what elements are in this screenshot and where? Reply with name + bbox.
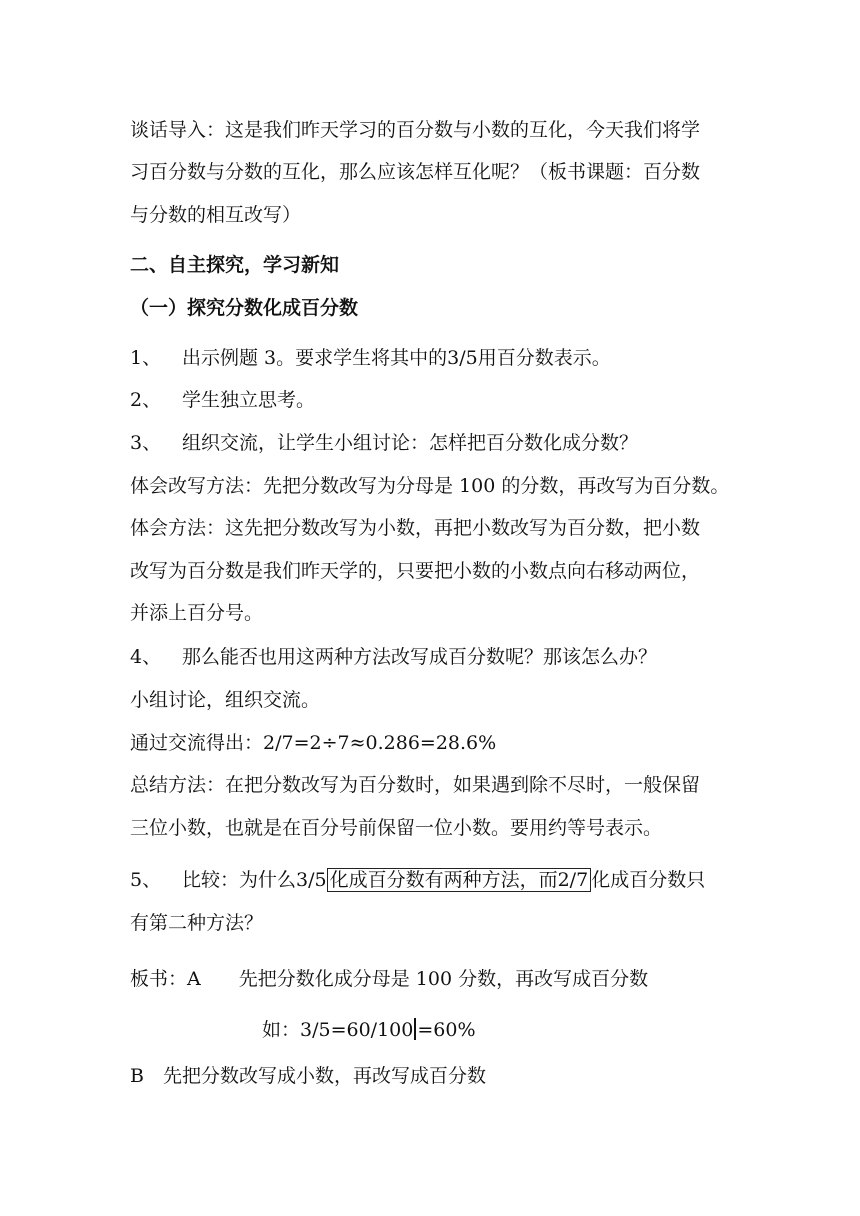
list-text: 那么能否也用这两种方法改写成百分数呢？那该怎么办？ (182, 646, 658, 668)
paragraph-line: 体会方法：这先把分数改写为小数，再把小数改写为百分数，把小数 (130, 517, 701, 539)
list-number: 4、 (130, 646, 162, 668)
boxed-text: 化成百分数有两种方法，而2/7 (327, 868, 592, 892)
list-number: 5、 (130, 869, 162, 891)
paragraph-line: 小组讨论，组织交流。 (130, 689, 321, 711)
paragraph-line: 总结方法：在把分数改写为百分数时，如果遇到除不尽时，一般保留 (130, 774, 701, 796)
board-example (262, 1018, 476, 1042)
list-text: 比较：为什么3/5 (182, 869, 327, 891)
intro-line-2: 习百分数与分数的互化，那么应该怎样互化呢？（板书课题：百分数 (130, 161, 701, 183)
example-text: =60% (417, 1019, 476, 1041)
paragraph-line: 体会改写方法：先把分数改写为分母是 100 的分数，再改写为百分数。 (130, 475, 730, 497)
example-text: 如：3/5=60/100 (262, 1019, 414, 1041)
paragraph-line: 通过交流得出：2/7=2÷7≈0.286=28.6% (130, 732, 497, 754)
list-item-2 (130, 388, 315, 412)
paragraph-line: 改写为百分数是我们昨天学的，只要把小数的小数点向右移动两位， (130, 560, 701, 582)
list-item-3 (130, 431, 638, 455)
list-text: 化成百分数只 (591, 869, 706, 891)
board-label: 板书：A (130, 968, 201, 990)
list-item-1 (130, 346, 611, 370)
list-text: 组织交流，让学生小组讨论：怎样把百分数化成分数？ (182, 432, 639, 454)
list-number: 3、 (130, 432, 162, 454)
board-line-b: B 先把分数改写成小数，再改写成百分数 (130, 1065, 486, 1087)
list-item-5 (130, 868, 705, 892)
paragraph-line: 并添上百分号。 (130, 602, 264, 624)
list-number: 2、 (130, 389, 162, 411)
list-text: 学生独立思考。 (182, 389, 316, 411)
list-text: 出示例题 3。要求学生将其中的3/5用百分数表示。 (182, 347, 611, 369)
paragraph-line: 有第二种方法？ (130, 912, 264, 934)
intro-line-1: 谈话导入：这是我们昨天学习的百分数与小数的互化，今天我们将学 (130, 119, 701, 141)
section-heading: 二、自主探究，学习新知 (130, 254, 340, 276)
subsection-heading: （一）探究分数化成百分数 (130, 297, 359, 319)
list-number: 1、 (130, 347, 162, 369)
paragraph-line: 三位小数，也就是在百分号前保留一位小数。要用约等号表示。 (130, 817, 663, 839)
board-text: 先把分数化成分母是 100 分数，再改写成百分数 (238, 968, 649, 990)
board-line-a (130, 967, 648, 991)
list-item-4 (130, 645, 657, 669)
intro-line-3: 与分数的相互改写） (130, 204, 302, 226)
